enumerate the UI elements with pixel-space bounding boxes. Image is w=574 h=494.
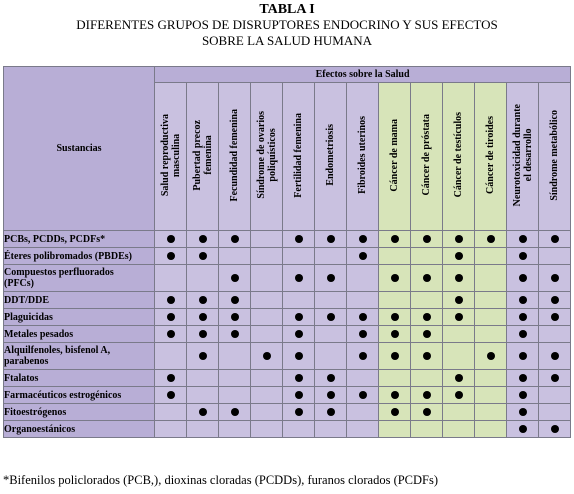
bullet-dot-icon xyxy=(167,391,175,399)
effect-cell xyxy=(219,326,251,343)
effect-cell xyxy=(315,421,347,438)
effect-cell xyxy=(155,387,187,404)
effect-cell xyxy=(219,421,251,438)
effect-cell xyxy=(315,387,347,404)
table-caption xyxy=(0,2,574,49)
effect-cell xyxy=(411,231,443,248)
bullet-dot-icon xyxy=(391,274,399,282)
bullet-dot-icon xyxy=(519,313,527,321)
effect-column-label: Cáncer de tiroides xyxy=(485,116,496,194)
substance-label: DDT/DDE xyxy=(4,292,155,309)
effect-cell xyxy=(475,326,507,343)
bullet-dot-icon xyxy=(231,313,239,321)
effect-cell xyxy=(251,421,283,438)
table-subtitle-line1: DIFERENTES GRUPOS DE DISRUPTORES ENDOCRINO Y SUS EFECTOS xyxy=(76,17,498,32)
effect-cell xyxy=(475,292,507,309)
effect-cell xyxy=(219,248,251,265)
effect-cell xyxy=(539,387,571,404)
effect-cell xyxy=(187,265,219,292)
table-row xyxy=(4,343,571,370)
table-row xyxy=(4,248,571,265)
bullet-dot-icon xyxy=(423,408,431,416)
substance-label: Plaguicidas xyxy=(4,309,155,326)
effect-cell xyxy=(155,404,187,421)
effect-cell xyxy=(539,292,571,309)
effect-cell xyxy=(315,265,347,292)
bullet-dot-icon xyxy=(551,313,559,321)
effect-cell xyxy=(347,292,379,309)
effect-cell xyxy=(315,248,347,265)
bullet-dot-icon xyxy=(327,374,335,382)
effect-cell xyxy=(155,309,187,326)
effect-cell xyxy=(219,370,251,387)
effect-cell xyxy=(219,309,251,326)
effect-cell xyxy=(283,326,315,343)
bullet-dot-icon xyxy=(199,313,207,321)
bullet-dot-icon xyxy=(551,274,559,282)
bullet-dot-icon xyxy=(455,235,463,243)
table-row xyxy=(4,387,571,404)
bullet-dot-icon xyxy=(231,235,239,243)
effect-cell xyxy=(219,387,251,404)
effect-column-header xyxy=(155,83,187,231)
effect-cell xyxy=(507,387,539,404)
effect-cell xyxy=(251,309,283,326)
effect-column-header xyxy=(443,83,475,231)
effect-cell xyxy=(379,292,411,309)
effect-cell xyxy=(507,265,539,292)
effect-cell xyxy=(411,309,443,326)
effect-cell xyxy=(283,421,315,438)
effect-column-header xyxy=(283,83,315,231)
effect-cell xyxy=(315,231,347,248)
bullet-dot-icon xyxy=(327,408,335,416)
effect-cell xyxy=(219,265,251,292)
effect-column-header xyxy=(411,83,443,231)
effect-column-label: Fibroides uterinos xyxy=(357,116,368,194)
substance-label: PCBs, PCDDs, PCDFs* xyxy=(4,231,155,248)
bullet-dot-icon xyxy=(391,352,399,360)
effect-cell xyxy=(347,309,379,326)
bullet-dot-icon xyxy=(295,330,303,338)
effect-cell xyxy=(187,404,219,421)
effect-column-label: Síndrome de ovarios poliquísticos xyxy=(255,111,278,199)
table-row xyxy=(4,421,571,438)
effect-column-label: Cáncer de mama xyxy=(389,118,400,192)
table-row xyxy=(4,370,571,387)
effect-column-label: Salud reproductiva masculina xyxy=(159,113,182,197)
bullet-dot-icon xyxy=(519,408,527,416)
effect-column-header xyxy=(379,83,411,231)
effect-cell xyxy=(443,370,475,387)
bullet-dot-icon xyxy=(359,252,367,260)
effect-cell xyxy=(315,292,347,309)
bullet-dot-icon xyxy=(199,296,207,304)
effect-column-header xyxy=(475,83,507,231)
bullet-dot-icon xyxy=(423,313,431,321)
effect-cell xyxy=(443,343,475,370)
effect-cell xyxy=(443,265,475,292)
bullet-dot-icon xyxy=(519,352,527,360)
table-row xyxy=(4,309,571,326)
bullet-dot-icon xyxy=(391,391,399,399)
substance-label: Ftalatos xyxy=(4,370,155,387)
bullet-dot-icon xyxy=(167,296,175,304)
effect-cell xyxy=(507,404,539,421)
bullet-dot-icon xyxy=(167,330,175,338)
effect-cell xyxy=(187,370,219,387)
effect-cell xyxy=(155,292,187,309)
effect-cell xyxy=(347,370,379,387)
effect-cell xyxy=(443,248,475,265)
effect-cell xyxy=(347,248,379,265)
effect-column-label: Fertilidad femenina xyxy=(293,112,304,198)
effect-cell xyxy=(443,292,475,309)
effect-cell xyxy=(155,326,187,343)
effect-cell xyxy=(315,370,347,387)
effect-cell xyxy=(347,421,379,438)
substance-label: Éteres polibromados (PBDEs) xyxy=(4,248,155,265)
effect-cell xyxy=(507,343,539,370)
effect-cell xyxy=(507,421,539,438)
effect-cell xyxy=(347,231,379,248)
effect-column-header xyxy=(507,83,539,231)
bullet-dot-icon xyxy=(519,425,527,433)
bullet-dot-icon xyxy=(455,391,463,399)
bullet-dot-icon xyxy=(551,425,559,433)
effect-column-label: Cáncer de próstata xyxy=(421,114,432,196)
effect-cell xyxy=(315,343,347,370)
effect-cell xyxy=(443,387,475,404)
bullet-dot-icon xyxy=(455,274,463,282)
effect-cell xyxy=(251,248,283,265)
effect-column-header xyxy=(219,83,251,231)
effect-cell xyxy=(411,265,443,292)
effect-column-label: Endometriosis xyxy=(325,124,336,186)
bullet-dot-icon xyxy=(167,374,175,382)
bullet-dot-icon xyxy=(423,391,431,399)
effect-cell xyxy=(155,265,187,292)
bullet-dot-icon xyxy=(167,313,175,321)
substance-label: Fitoestrógenos xyxy=(4,404,155,421)
effect-column-label: Fecundidad femenina xyxy=(229,108,240,202)
effect-cell xyxy=(411,421,443,438)
bullet-dot-icon xyxy=(455,313,463,321)
table-subtitle-line2: SOBRE LA SALUD HUMANA xyxy=(201,33,373,48)
effect-cell xyxy=(219,404,251,421)
bullet-dot-icon xyxy=(391,330,399,338)
table-row xyxy=(4,231,571,248)
effect-cell xyxy=(315,404,347,421)
bullet-dot-icon xyxy=(327,274,335,282)
effect-cell xyxy=(507,292,539,309)
effect-cell xyxy=(251,265,283,292)
bullet-dot-icon xyxy=(327,391,335,399)
table-row xyxy=(4,404,571,421)
effect-cell xyxy=(379,421,411,438)
bullet-dot-icon xyxy=(263,352,271,360)
substance-label: Metales pesados xyxy=(4,326,155,343)
effect-column-label: Neurotoxicidad durante el desarrollo xyxy=(511,103,534,207)
bullet-dot-icon xyxy=(519,235,527,243)
substance-label: Compuestos perfluorados (PFCs) xyxy=(4,265,155,292)
effect-cell xyxy=(539,343,571,370)
bullet-dot-icon xyxy=(423,274,431,282)
effect-cell xyxy=(219,292,251,309)
effects-header: Efectos sobre la Salud xyxy=(155,67,571,83)
effect-cell xyxy=(283,231,315,248)
effect-cell xyxy=(155,231,187,248)
effect-cell xyxy=(411,326,443,343)
bullet-dot-icon xyxy=(551,296,559,304)
bullet-dot-icon xyxy=(295,374,303,382)
effect-cell xyxy=(539,370,571,387)
bullet-dot-icon xyxy=(359,235,367,243)
effect-cell xyxy=(507,370,539,387)
substance-label: Farmacéuticos estrogénicos xyxy=(4,387,155,404)
effect-cell xyxy=(539,248,571,265)
effect-cell xyxy=(411,343,443,370)
effect-cell xyxy=(411,248,443,265)
effect-cell xyxy=(251,326,283,343)
effect-cell xyxy=(443,309,475,326)
bullet-dot-icon xyxy=(551,352,559,360)
bullet-dot-icon xyxy=(487,352,495,360)
effect-cell xyxy=(347,343,379,370)
effect-cell xyxy=(251,292,283,309)
effect-cell xyxy=(187,421,219,438)
effect-cell xyxy=(379,231,411,248)
effect-cell xyxy=(315,309,347,326)
effect-cell xyxy=(283,370,315,387)
effect-cell xyxy=(315,326,347,343)
bullet-dot-icon xyxy=(455,296,463,304)
bullet-dot-icon xyxy=(199,252,207,260)
bullet-dot-icon xyxy=(519,296,527,304)
effect-column-label: Cáncer de testículos xyxy=(453,112,464,198)
effect-cell xyxy=(411,404,443,421)
bullet-dot-icon xyxy=(295,391,303,399)
effect-cell xyxy=(187,326,219,343)
bullet-dot-icon xyxy=(167,252,175,260)
effect-cell xyxy=(443,231,475,248)
effect-cell xyxy=(379,343,411,370)
bullet-dot-icon xyxy=(551,374,559,382)
effect-cell xyxy=(347,404,379,421)
effect-cell xyxy=(411,292,443,309)
bullet-dot-icon xyxy=(231,408,239,416)
effect-cell xyxy=(539,309,571,326)
effect-cell xyxy=(443,326,475,343)
effect-cell xyxy=(251,387,283,404)
effect-cell xyxy=(475,421,507,438)
effect-cell xyxy=(251,370,283,387)
effect-cell xyxy=(475,370,507,387)
effect-cell xyxy=(507,231,539,248)
effect-cell xyxy=(155,370,187,387)
bullet-dot-icon xyxy=(295,408,303,416)
bullet-dot-icon xyxy=(391,235,399,243)
bullet-dot-icon xyxy=(519,374,527,382)
effect-cell xyxy=(475,343,507,370)
effect-cell xyxy=(251,404,283,421)
bullet-dot-icon xyxy=(519,330,527,338)
effect-cell xyxy=(219,231,251,248)
effect-cell xyxy=(411,387,443,404)
bullet-dot-icon xyxy=(455,252,463,260)
effect-cell xyxy=(187,309,219,326)
bullet-dot-icon xyxy=(551,235,559,243)
effect-column-header xyxy=(315,83,347,231)
effect-cell xyxy=(443,404,475,421)
effect-cell xyxy=(475,231,507,248)
bullet-dot-icon xyxy=(231,296,239,304)
bullet-dot-icon xyxy=(295,274,303,282)
bullet-dot-icon xyxy=(359,391,367,399)
effect-cell xyxy=(379,326,411,343)
effect-cell xyxy=(219,343,251,370)
effect-cell xyxy=(379,387,411,404)
effect-cell xyxy=(283,387,315,404)
bullet-dot-icon xyxy=(199,330,207,338)
substance-label: Organoestánicos xyxy=(4,421,155,438)
bullet-dot-icon xyxy=(231,274,239,282)
effect-cell xyxy=(411,370,443,387)
bullet-dot-icon xyxy=(519,252,527,260)
effect-cell xyxy=(379,370,411,387)
effects-table xyxy=(3,66,571,438)
substance-label: Alquilfenoles, bisfenol A, parabenos xyxy=(4,343,155,370)
effect-cell xyxy=(347,387,379,404)
bullet-dot-icon xyxy=(423,330,431,338)
footnote: *Bifenilos policlorados (PCB,), dioxinas cloradas (PCDDs), furanos clorados (PCDFs) xyxy=(3,473,439,487)
effect-cell xyxy=(507,309,539,326)
effect-column-label: Pubertad precoz femenina xyxy=(191,119,214,191)
bullet-dot-icon xyxy=(359,330,367,338)
effect-cell xyxy=(475,387,507,404)
effect-cell xyxy=(475,309,507,326)
bullet-dot-icon xyxy=(295,313,303,321)
table-title: TABLA I xyxy=(259,2,315,17)
effect-cell xyxy=(155,343,187,370)
effect-cell xyxy=(283,248,315,265)
effect-cell xyxy=(283,343,315,370)
effect-cell xyxy=(347,326,379,343)
bullet-dot-icon xyxy=(455,374,463,382)
effect-column-header xyxy=(187,83,219,231)
effect-cell xyxy=(475,265,507,292)
effect-cell xyxy=(379,248,411,265)
bullet-dot-icon xyxy=(519,274,527,282)
effect-cell xyxy=(155,421,187,438)
effect-column-header xyxy=(251,83,283,231)
bullet-dot-icon xyxy=(423,352,431,360)
table-row xyxy=(4,265,571,292)
effect-cell xyxy=(187,248,219,265)
bullet-dot-icon xyxy=(295,235,303,243)
effect-cell xyxy=(379,309,411,326)
effect-column-label: Síndrome metabólico xyxy=(549,109,561,201)
effect-cell xyxy=(379,265,411,292)
bullet-dot-icon xyxy=(487,235,495,243)
effect-cell xyxy=(251,231,283,248)
effect-column-header xyxy=(539,83,571,231)
effect-cell xyxy=(539,265,571,292)
table-row xyxy=(4,292,571,309)
effect-cell xyxy=(283,309,315,326)
effect-cell xyxy=(283,292,315,309)
effect-cell xyxy=(507,248,539,265)
effect-cell xyxy=(539,404,571,421)
bullet-dot-icon xyxy=(231,330,239,338)
effect-cell xyxy=(539,326,571,343)
substances-header: Sustancias xyxy=(4,67,155,231)
effect-column-header xyxy=(347,83,379,231)
bullet-dot-icon xyxy=(423,235,431,243)
bullet-dot-icon xyxy=(199,352,207,360)
bullet-dot-icon xyxy=(327,235,335,243)
effect-cell xyxy=(187,292,219,309)
bullet-dot-icon xyxy=(391,408,399,416)
effect-cell xyxy=(187,387,219,404)
bullet-dot-icon xyxy=(167,235,175,243)
bullet-dot-icon xyxy=(359,313,367,321)
effect-cell xyxy=(379,404,411,421)
effect-cell xyxy=(539,231,571,248)
bullet-dot-icon xyxy=(519,391,527,399)
bullet-dot-icon xyxy=(199,408,207,416)
effect-cell xyxy=(187,343,219,370)
effect-cell xyxy=(475,404,507,421)
effect-cell xyxy=(539,421,571,438)
table-row xyxy=(4,326,571,343)
effect-cell xyxy=(443,421,475,438)
bullet-dot-icon xyxy=(391,313,399,321)
effect-cell xyxy=(251,343,283,370)
effect-cell xyxy=(283,404,315,421)
effect-cell xyxy=(347,265,379,292)
effect-cell xyxy=(283,265,315,292)
bullet-dot-icon xyxy=(199,235,207,243)
effect-cell xyxy=(155,248,187,265)
effect-cell xyxy=(475,248,507,265)
effect-cell xyxy=(187,231,219,248)
bullet-dot-icon xyxy=(327,313,335,321)
bullet-dot-icon xyxy=(295,352,303,360)
effect-cell xyxy=(507,326,539,343)
bullet-dot-icon xyxy=(359,352,367,360)
